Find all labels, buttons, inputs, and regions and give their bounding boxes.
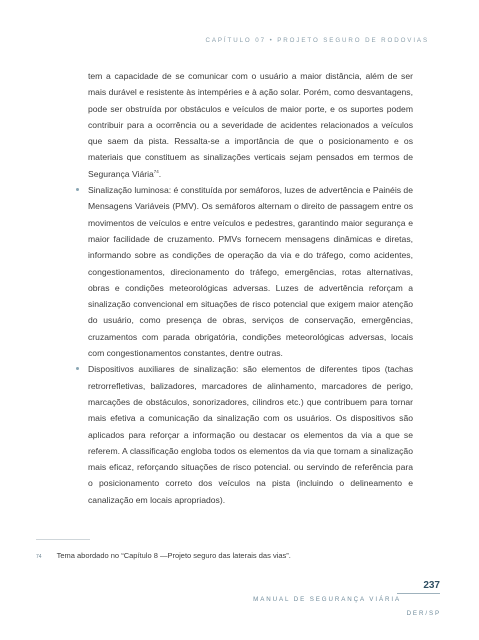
bullet-text: Dispositivos auxiliares de sinalização: são elementos de diferentes tipos (tachas retrorrefletivas, balizadores, marcadores de alinhamento, marcadores de perigo, marcações de obstáculos, sonorizadores, cilindros etc.) que contribuem para tornar mais efetiva a comunicação da sinalização com os usuários. Os dispositivos são aplicados para reforçar a informação ou destacar os elementos da via a que se referem. A classificação engloba todos os elementos da via que tornam a sinalização mais eficaz, reforçando situações de risco potencial. ou servindo de referência para o posicionamento correto dos veículos na pista (incluindo o delineamento e canalização em locais apropriados). <box>88 364 413 505</box>
bullet-item-luminous-signaling <box>88 182 413 361</box>
page-number: 237 <box>423 580 440 591</box>
body-text <box>88 68 413 508</box>
intro-paragraph <box>88 68 413 182</box>
intro-end: . <box>158 168 162 179</box>
manual-title: MANUAL DE SEGURANÇA VIÁRIA <box>253 596 401 603</box>
footnote-number: 74 <box>36 554 42 560</box>
footnote-text: Tema abordado no “Capítulo 8 —Projeto seguro das laterais das vias”. <box>56 551 291 560</box>
bullet-dot-icon <box>76 188 79 191</box>
running-header: CAPÍTULO 07 • PROJETO SEGURO DE RODOVIAS <box>205 37 429 44</box>
organization-name: DER/SP <box>406 610 441 617</box>
bullet-dot-icon <box>76 367 79 370</box>
intro-text: tem a capacidade de se comunicar com o usuário a maior distância, além de ser mais durável e resistente às intempéries e à ação solar. Porém, como desvantagens, pode ser obstruída por obstáculos e veículos de maior porte, e os suportes podem contribuir para a ocorrência ou a severidade de acidentes relacionados a veículos que saem da pista. Ressalta-se a importância de que o posicionamento e os materiais que constituem as sinalizações verticais sejam pensados em termos de Segurança Viária <box>88 71 413 179</box>
footnote-reference[interactable]: 74 <box>153 168 159 174</box>
footnote-divider <box>36 539 90 540</box>
bullet-text: Sinalização luminosa: é constituída por semáforos, luzes de advertência e Painéis de Mensagens Variáveis (PMV). Os semáforos alternam o direito de passagem entre os movimentos de veículos e entre veículos e pedestres, garantindo maior segurança e maior facilidade de cruzamento. PMVs fornecem mensagens dinâmicas e diretas, informando sobre as condições de operação da via e do tráfego, como acidentes, congestionamentos, direcionamento do tráfego, emergências, rotas alternativas, obras e condições meteorológicas adversas. Luzes de advertência reforçam a sinalização convencional em situações de risco potencial que exigem maior atenção do usuário, como presença de obras, serviços de conservação, emergências, cruzamentos com parada obrigatória, condições meteorológicas adversas, locais com congestionamentos constantes, dentre outras. <box>88 185 413 359</box>
bullet-item-auxiliary-devices <box>88 361 413 508</box>
footer-divider <box>397 593 440 594</box>
footnote <box>36 551 291 560</box>
